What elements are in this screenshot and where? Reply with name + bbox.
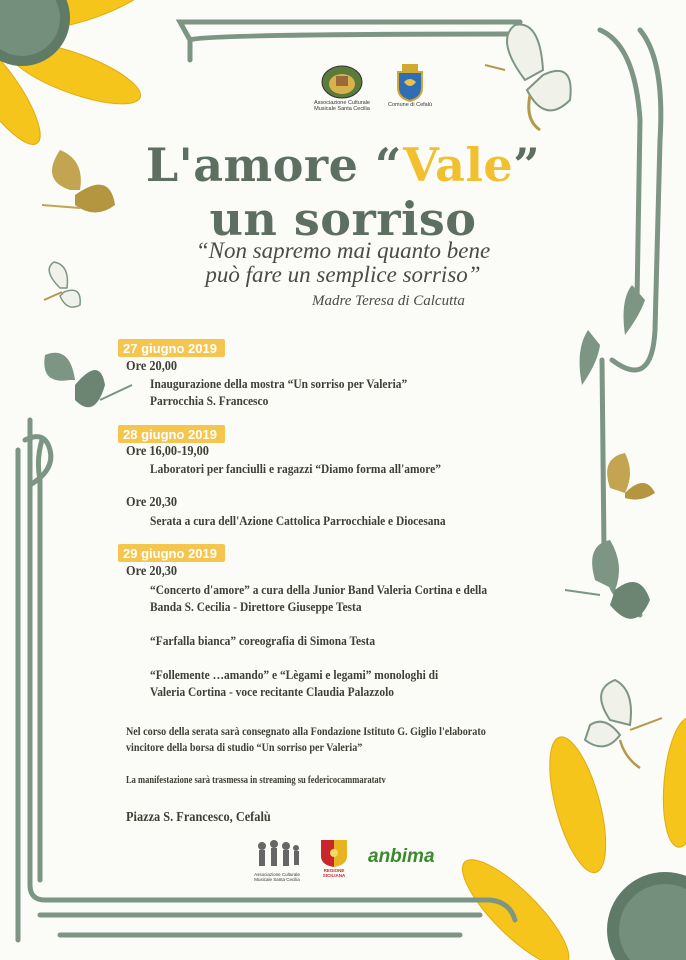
city-crest-icon [395, 64, 425, 102]
day-2-time-1: Ore 16,00-19,00 [126, 444, 209, 459]
butterfly-green-right-icon [565, 540, 650, 619]
cefalu-logo [384, 64, 436, 108]
date-badge-day-1: 27 giugno 2019 [118, 339, 225, 357]
butterfly-gold-right-icon [607, 453, 655, 500]
band-sponsor-logo [248, 838, 306, 882]
quote-line-1: “Non sapremo mai quanto bene [195, 238, 491, 263]
day-3-line-3: “Farfalla bianca” coreografia di Simona Testa [150, 633, 376, 648]
day-3-line-4: “Follemente …amando” e “Lègami e legami” monologhi di [150, 667, 439, 682]
quote-author: Madre Teresa di Calcutta [312, 293, 465, 309]
title-highlight: Vale [403, 138, 514, 192]
date-badge-day-3: 29 giugno 2019 [118, 544, 225, 562]
streaming-note: La manifestazione sarà trasmessa in streaming su federicocammaratatv [126, 775, 386, 786]
day-2-line-1: Laboratori per fanciulli e ragazzi “Diamo forma all'amore” [150, 461, 441, 476]
note-line-2: vincitore della borsa di studio “Un sorriso per Valeria” [126, 742, 363, 754]
venue: Piazza S. Francesco, Cefalù [126, 810, 271, 825]
day-2-time-2: Ore 20,30 [126, 495, 178, 510]
association-emblem-icon [320, 64, 364, 100]
title-part-1: L'amore “ [145, 138, 404, 192]
day-1-time: Ore 20,00 [126, 359, 178, 374]
region-sponsor-logo [314, 838, 354, 878]
day-1-line-1: Inaugurazione della mostra “Un sorriso per Valeria” [150, 376, 408, 391]
band-figures-icon [252, 838, 302, 872]
day-1-line-2: Parrocchia S. Francesco [150, 393, 269, 408]
anbima-logo: anbima [368, 846, 435, 867]
day-2-line-2: Serata a cura dell'Azione Cattolica Parrocchiale e Diocesana [150, 513, 446, 528]
day-3-time: Ore 20,30 [126, 564, 178, 579]
band-sponsor-label: Associazione Culturale Musicale Santa Cecilia [254, 872, 300, 882]
date-badge-day-2: 28 giugno 2019 [118, 425, 225, 443]
title-part-2: ” [513, 138, 541, 192]
day-3-line-1: “Concerto d'amore” a cura della Junior Band Valeria Cortina e della [150, 582, 488, 597]
sunflower-bottom-right-icon [449, 716, 686, 960]
quote-line-2: può fare un semplice sorriso” [205, 262, 481, 287]
association-logo [312, 64, 372, 112]
page-title [0, 138, 686, 192]
association-label: Associazione Culturale Musicale Santa Cecilia [314, 100, 370, 112]
day-3-line-5: Valeria Cortina - voce recitante Claudia Palazzolo [150, 684, 395, 699]
region-shield-icon [319, 838, 349, 868]
cefalu-label: Comune di Cefalù [387, 102, 433, 108]
region-sponsor-label: REGIONE SICILIANA [322, 868, 346, 878]
butterfly-green-left-icon [44, 353, 132, 407]
butterfly-top-right-icon [485, 25, 571, 130]
day-3-line-2: Banda S. Cecilia - Direttore Giuseppe Testa [150, 599, 362, 614]
page-title-line-2: un sorriso [209, 192, 477, 246]
butterfly-white-right-icon [585, 680, 662, 768]
sunflower-top-left-icon [0, 0, 164, 154]
note-line-1: Nel corso della serata sarà consegnato alla Fondazione Istituto G. Giglio l'elaborato [126, 726, 486, 738]
